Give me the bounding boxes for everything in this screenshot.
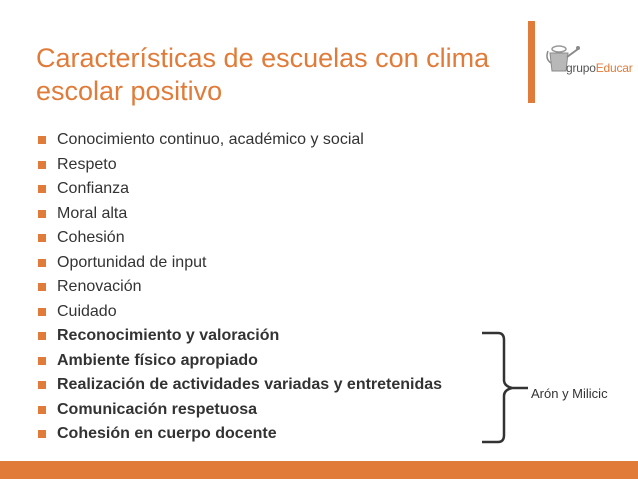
bullet-square-icon xyxy=(38,332,46,340)
bullet-item xyxy=(38,128,442,153)
bullet-text: Renovación xyxy=(57,278,142,295)
logo-text xyxy=(566,61,633,75)
bullet-square-icon xyxy=(38,185,46,193)
bullet-item xyxy=(38,373,442,398)
bullet-item xyxy=(38,202,442,227)
bullet-text: Respeto xyxy=(57,155,117,173)
bullet-item xyxy=(38,300,442,325)
bullet-item xyxy=(38,251,442,276)
bullet-square-icon xyxy=(38,136,46,144)
logo-text-prefix: grupo xyxy=(566,61,596,75)
bullet-item xyxy=(38,324,442,349)
bullet-list xyxy=(38,128,442,447)
bottom-accent-bar xyxy=(0,461,638,479)
bullet-text: Oportunidad de input xyxy=(57,253,207,271)
curly-bracket-icon xyxy=(482,330,532,445)
bullet-text: Ambiente físico apropiado xyxy=(57,351,258,369)
bullet-item xyxy=(38,349,442,374)
bullet-text: Reconocimiento y valoración xyxy=(57,327,280,344)
bullet-square-icon xyxy=(38,308,46,316)
bracket-reference: Arón y Milicic xyxy=(531,386,608,401)
bullet-item xyxy=(38,177,442,202)
bullet-text: Cuidado xyxy=(57,302,117,320)
bullet-square-icon xyxy=(38,430,46,438)
bullet-text: Comunicación respetuosa xyxy=(57,400,258,418)
bullet-text: Cohesión en cuerpo docente xyxy=(57,425,277,442)
bullet-square-icon xyxy=(38,234,46,242)
bullet-square-icon xyxy=(38,283,46,291)
bullet-square-icon xyxy=(38,161,46,169)
bullet-item xyxy=(38,275,442,300)
bullet-item xyxy=(38,226,442,251)
bullet-square-icon xyxy=(38,210,46,218)
bullet-text: Confianza xyxy=(57,180,130,197)
bullet-square-icon xyxy=(38,357,46,365)
logo-accent-bar xyxy=(528,21,535,103)
bullet-square-icon xyxy=(38,406,46,414)
bullet-item xyxy=(38,398,442,423)
bullet-square-icon xyxy=(38,381,46,389)
slide-title: Características de escuelas con clima escolar positivo xyxy=(36,43,490,106)
bullet-item xyxy=(38,422,442,447)
bullet-text: Conocimiento continuo, académico y social xyxy=(57,131,364,148)
bullet-square-icon xyxy=(38,259,46,267)
bullet-text: Moral alta xyxy=(57,204,128,222)
bullet-text: Cohesión xyxy=(57,229,125,246)
bullet-item xyxy=(38,153,442,178)
logo-text-suffix: Educar xyxy=(595,61,633,75)
bullet-text: Realización de actividades variadas y entretenidas xyxy=(57,376,443,393)
grupo-educar-logo xyxy=(528,21,633,103)
